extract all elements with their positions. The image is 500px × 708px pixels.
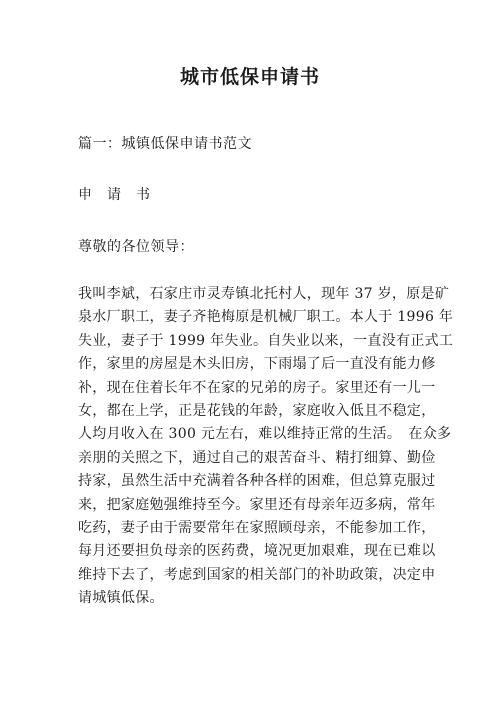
body-paragraph xyxy=(78,283,454,610)
body-line: 来，把家庭勉强维持至今。家里还有母亲年迈多病，常年 xyxy=(78,496,436,513)
body-line: 女，都在上学，正是花钱的年龄，家庭收入低且不稳定， xyxy=(78,402,436,419)
body-line: 我叫李斌，石家庄市灵寿镇北托村人，现年 37 岁，原是矿 xyxy=(78,286,450,302)
body-line: 失业，妻子于 1999 年失业。自失业以来，一直没有正式工 xyxy=(78,332,454,349)
salutation: 尊敬的各位领导： xyxy=(78,239,194,255)
body-line: 吃药，妻子由于需要常年在家照顾母亲，不能参加工作， xyxy=(78,519,436,536)
body-line: 亲朋的关照之下，通过自己的艰苦奋斗、精打细算、勤俭 xyxy=(78,449,436,466)
document-title: 城市低保申请书 xyxy=(179,66,320,88)
section-heading: 篇一：城镇低保申请书范文 xyxy=(78,136,252,152)
body-line: 作，家里的房屋是木头旧房，下雨塌了后一直没有能力修 xyxy=(78,356,436,373)
body-line: 泉水厂职工，妻子齐艳梅原是机械厂职工。本人于 1996 年 xyxy=(78,309,454,326)
body-line: 人均月收入在 300 元左右，难以维持正常的生活。 在众多 xyxy=(78,426,452,443)
document-type-heading: 申 请 书 xyxy=(78,187,151,203)
body-line: 补，现在住着长年不在家的兄弟的房子。家里还有一儿一 xyxy=(78,379,436,396)
body-line: 每月还要担负母亲的医药费，境况更加艰难，现在已难以 xyxy=(78,543,436,560)
body-line: 维持下去了，考虑到国家的相关部门的补助政策，决定申 xyxy=(78,566,436,583)
body-line: 请城镇低保。 xyxy=(78,590,164,607)
body-line: 持家，虽然生活中充满着各种各样的困难，但总算克服过 xyxy=(78,473,436,490)
